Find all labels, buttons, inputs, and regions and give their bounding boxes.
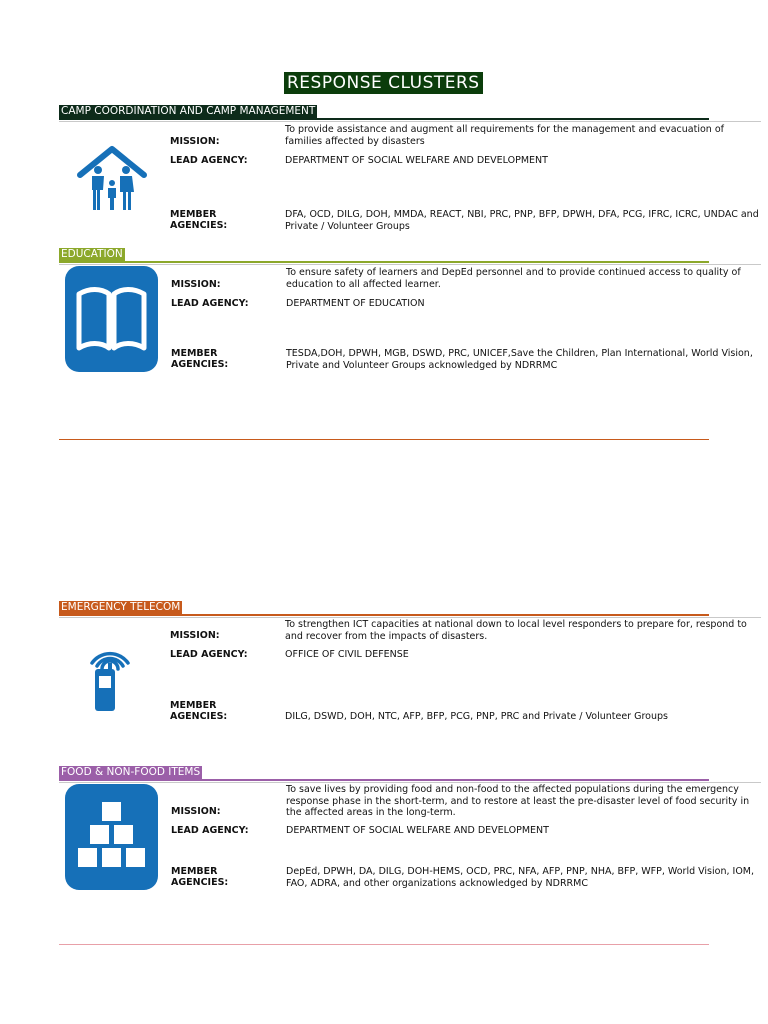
member-label-2: AGENCIES: — [170, 220, 228, 231]
section-rule — [59, 261, 709, 263]
mission-label: MISSION: — [170, 630, 220, 641]
section-separator — [59, 944, 709, 945]
section-header: FOOD & NON-FOOD ITEMS — [61, 766, 201, 778]
section-rule-light — [59, 121, 761, 122]
section-header: EDUCATION — [61, 248, 123, 260]
member-label-1: MEMBER — [170, 700, 217, 711]
member-agencies-text: DILG, DSWD, DOH, NTC, AFP, BFP, PCG, PNP, PRC and Private / Volunteer Groups — [285, 711, 668, 722]
member-agencies-text: DepEd, DPWH, DA, DILG, DOH-HEMS, OCD, PRC, NFA, AFP, PNP, NHA, BFP, WFP, World Vision, IOM, FAO, ADRA, and other organizations acknowledged by NDRRMC — [286, 866, 755, 889]
lead-agency-text: OFFICE OF CIVIL DEFENSE — [285, 649, 409, 660]
section-emergency-telecom — [0, 601, 768, 731]
section-rule-light — [59, 782, 761, 783]
stacked-boxes-icon — [65, 784, 158, 890]
member-label-2: AGENCIES: — [171, 359, 229, 370]
section-separator — [59, 439, 709, 440]
section-rule — [59, 779, 709, 781]
lead-agency-label: LEAD AGENCY: — [170, 649, 248, 660]
radio-signal-icon — [86, 629, 134, 713]
mission-text: To strengthen ICT capacities at national down to local level responders to prepare for, respond to and recover from the impacts of disasters. — [285, 619, 747, 642]
lead-agency-label: LEAD AGENCY: — [171, 298, 249, 309]
mission-label: MISSION: — [171, 806, 221, 817]
mission-text: To save lives by providing food and non-food to the affected populations during the emergency response phase in the short-term, and to restore at least the pre-disaster level of food security in the affected areas in the long-term. — [286, 784, 750, 818]
family-shelter-icon — [76, 145, 148, 215]
section-header: EMERGENCY TELECOM — [61, 601, 181, 613]
lead-agency-text: DEPARTMENT OF EDUCATION — [286, 298, 425, 309]
member-label-1: MEMBER — [171, 348, 218, 359]
mission-label: MISSION: — [171, 279, 221, 290]
section-rule — [59, 614, 709, 616]
member-label-1: MEMBER — [171, 866, 218, 877]
section-food-nonfood — [0, 766, 768, 896]
mission-text: To ensure safety of learners and DepEd personnel and to provide continued access to quality of education to all affected learner. — [286, 267, 741, 290]
member-label-2: AGENCIES: — [170, 711, 228, 722]
section-rule-light — [59, 617, 761, 618]
lead-agency-text: DEPARTMENT OF SOCIAL WELFARE AND DEVELOPMENT — [285, 155, 548, 166]
member-agencies-text: DFA, OCD, DILG, DOH, MMDA, REACT, NBI, PRC, PNP, BFP, DPWH, DFA, PCG, IFRC, ICRC, UNDAC and Private / Volunteer Groups — [285, 209, 759, 232]
section-rule — [59, 118, 709, 120]
lead-agency-label: LEAD AGENCY: — [171, 825, 249, 836]
section-header: CAMP COORDINATION AND CAMP MANAGEMENT — [61, 105, 316, 117]
mission-label: MISSION: — [170, 136, 220, 147]
section-education — [0, 248, 768, 378]
open-book-icon — [65, 266, 158, 372]
member-label-2: AGENCIES: — [171, 877, 229, 888]
member-agencies-text: TESDA,DOH, DPWH, MGB, DSWD, PRC, UNICEF,Save the Children, Plan International, World Vision, Private and Volunteer Groups acknowledged by NDRRMC — [286, 348, 753, 371]
lead-agency-label: LEAD AGENCY: — [170, 155, 248, 166]
member-label-1: MEMBER — [170, 209, 217, 220]
section-rule-light — [59, 264, 761, 265]
mission-text: To provide assistance and augment all requirements for the management and evacuation of families affected by disasters — [285, 124, 724, 147]
page-title: RESPONSE CLUSTERS — [284, 72, 483, 94]
section-camp-coordination — [0, 105, 768, 235]
lead-agency-text: DEPARTMENT OF SOCIAL WELFARE AND DEVELOPMENT — [286, 825, 549, 836]
